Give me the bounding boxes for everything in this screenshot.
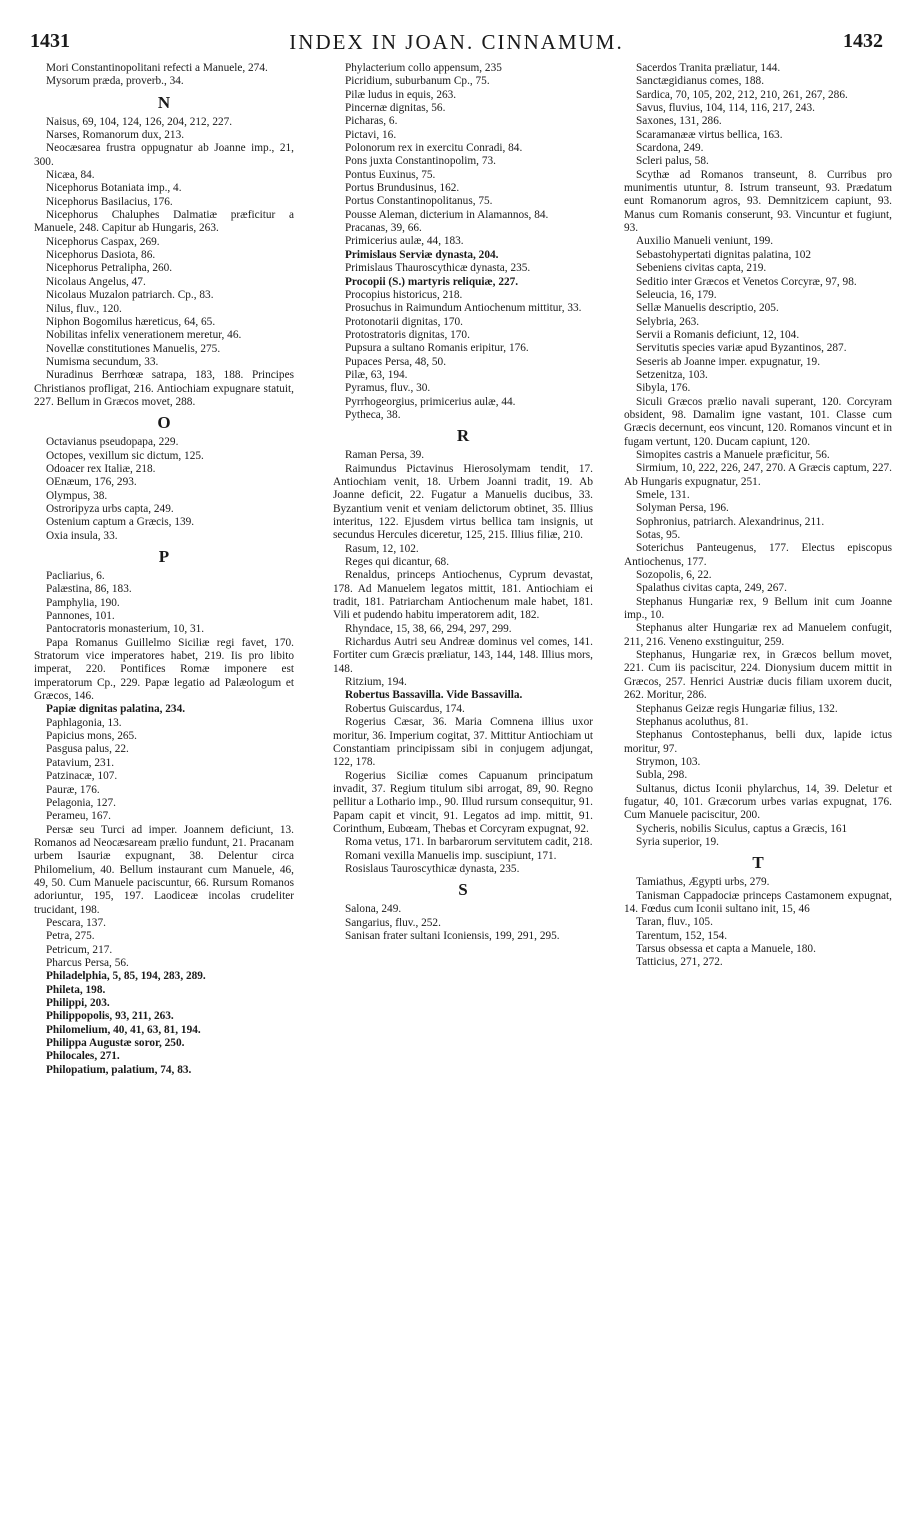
- index-entry: Procopii (S.) martyris reliquiæ, 227.: [345, 275, 519, 288]
- index-entry: Renaldus, princeps Antiochenus, Cyprum devastat, 178. Ad Manuelem legatos mittit, 181. Antiochiam ei tradit, 181. Patriarcham Antiochenum male habet, 181. Vili et pudendo habitu imperatorem adit, 182.: [333, 569, 593, 622]
- index-entry: Auxilio Manueli veniunt, 199.: [636, 235, 774, 248]
- index-entry: Philippa Augustæ soror, 250.: [46, 1037, 185, 1050]
- index-entry: Pons juxta Constantinopolim, 73.: [345, 155, 496, 168]
- index-entry: Robertus Bassavilla. Vide Bassavilla.: [345, 689, 523, 702]
- index-entry: Numisma secundum, 33.: [46, 355, 159, 368]
- index-column-2: [333, 62, 593, 943]
- index-entry: Sardica, 70, 105, 202, 212, 210, 261, 267, 286.: [636, 88, 848, 101]
- index-entry: Rasum, 12, 102.: [345, 542, 419, 555]
- section-letter: N: [157, 92, 171, 112]
- page-header: [30, 30, 883, 60]
- section-letter: S: [458, 880, 468, 900]
- index-entry: Pilæ, 63, 194.: [345, 368, 408, 381]
- index-entry: Romani vexilla Manuelis imp. suscipiunt, 171.: [345, 849, 557, 862]
- section-letter: T: [752, 853, 764, 873]
- index-entry: Philippi, 203.: [46, 997, 110, 1009]
- index-entry: Nicephorus Caspax, 269.: [46, 235, 160, 248]
- index-entry: Picharas, 6.: [345, 115, 398, 128]
- index-entry: Olympus, 38.: [46, 489, 108, 502]
- index-entry: Siculi Græcos prælio navali superant, 120. Corcyram obsident, 98. Damalim igne vastant, 101. Classe cum Græcis decernunt, eos vincunt, 120. Romanos vincunt et in fugam vertunt, 120. Ducam capiunt, 120.: [624, 395, 892, 448]
- index-entry: Servii a Romanis deficiunt, 12, 104.: [636, 328, 800, 341]
- index-entry: Portus Brundusinus, 162.: [345, 182, 460, 195]
- index-entry: Philocales, 271.: [46, 1050, 120, 1063]
- index-entry: Phileta, 198.: [46, 983, 106, 996]
- index-entry: Nuradinus Berrhœæ satrapa, 183, 188. Principes Christianos profligat, 216. Antiochiam expugnare statuit, 227. Bellum in Græcos movet, 288.: [34, 369, 294, 408]
- index-entry: Sycheris, nobilis Siculus, captus a Græcis, 161: [636, 822, 848, 835]
- index-entry: Nilus, fluv., 120.: [46, 302, 122, 315]
- index-entry: Primicerius aulæ, 44, 183.: [345, 235, 464, 248]
- index-entry: Novellæ constitutiones Manuelis, 275.: [46, 342, 221, 355]
- index-entry: Sacerdos Tranita præliatur, 144.: [636, 62, 781, 74]
- index-entry: Pescara, 137.: [46, 916, 106, 929]
- section-letter: R: [456, 426, 470, 446]
- index-entry: Pupaces Persa, 48, 50.: [345, 355, 447, 368]
- index-entry: Rogerius Cæsar, 36. Maria Comnena illius uxor moritur, 36. Imperium cogitat, 37. Mittitur Antiochiam ut Constantiam principissam sibi in conjugem adjungat, 122, 178.: [333, 716, 593, 769]
- index-entry: Petra, 275.: [46, 930, 95, 943]
- index-entry: Papicius mons, 265.: [46, 730, 138, 743]
- index-entry: Rogerius Siciliæ comes Capuanum principatum invadit, 37. Regium titulum sibi arrogat, 89, 90. Regno pellitur a Lothario imp., 90. Illud rursum consequitur, 91. Papam capit et vincit, 91. Legatos ad imp. mittit, 91. Corinthum, Eubœam, Thebas et Corcyram expugnat, 92.: [333, 769, 593, 835]
- index-entry: Tatticius, 271, 272.: [636, 956, 723, 969]
- index-entry: Rosislaus Tauroscythicæ dynasta, 235.: [345, 862, 520, 875]
- index-entry: Stephanus, Hungariæ rex, in Græcos bellum movet, 221. Cum iis paciscitur, 224. Dionysium ducem mittit in Græcos, 257. Henrici Austriæ ducis filiam uxorem ducit, 262. Moritur, 286.: [624, 649, 892, 702]
- index-entry: Pyramus, fluv., 30.: [345, 382, 431, 395]
- index-entry: Taran, fluv., 105.: [636, 916, 713, 929]
- index-entry: Pauræ, 176.: [46, 783, 100, 796]
- index-entry: Pacliarius, 6.: [46, 570, 105, 582]
- index-entry: Polonorum rex in exercitu Conradi, 84.: [345, 142, 523, 155]
- index-entry: Stephanus Geizæ regis Hungariæ filius, 132.: [636, 702, 838, 715]
- index-entry: Sotas, 95.: [636, 529, 681, 542]
- index-entry: Simopites castris a Manuele præficitur, 56.: [636, 448, 830, 461]
- index-entry: Scythæ ad Romanos transeunt, 8. Curribus pro munimentis utuntur, 8. Istrum transeunt, 93. Prædatum eunt Romanorum agros, 93. Demnitzicem capiunt, 93. Manus cum Romanis conserunt, 93. Vincuntur et fugiunt, 93.: [624, 168, 892, 235]
- index-entry: Pyrrhogeorgius, primicerius aulæ, 44.: [345, 395, 516, 408]
- index-entry: Sibyla, 176.: [636, 382, 691, 395]
- index-entry: Ritzium, 194.: [345, 676, 407, 689]
- index-entry: Soterichus Panteugenus, 177. Electus episcopus Antiochenus, 177.: [624, 542, 892, 568]
- index-entry: Primislaus Serviæ dynasta, 204.: [345, 248, 499, 261]
- index-entry: Pytheca, 38.: [345, 408, 401, 421]
- index-entry: Picridium, suburbanum Cp., 75.: [345, 75, 490, 88]
- index-entry: Servitutis species variæ apud Byzantinos, 287.: [636, 342, 847, 355]
- index-entry: Nicolaus Muzalon patriarch. Cp., 83.: [46, 289, 214, 302]
- index-entry: Stephanus acoluthus, 81.: [636, 715, 749, 728]
- index-entry: Nicephorus Chaluphes Dalmatiæ præficitur a Manuele, 248. Capitur ab Hungaris, 263.: [34, 209, 294, 235]
- index-entry: Patavium, 231.: [46, 756, 115, 769]
- index-entry: Pousse Aleman, dicterium in Alamannos, 84.: [345, 208, 549, 221]
- index-entry: Perameu, 167.: [46, 810, 111, 823]
- index-entry: Philippopolis, 93, 211, 263.: [46, 1010, 174, 1023]
- index-entry: Sophronius, patriarch. Alexandrinus, 211.: [636, 515, 825, 528]
- index-entry: Tarsus obsessa et capta a Manuele, 180.: [636, 943, 816, 955]
- index-entry: Tanisman Cappadociæ princeps Castamonem expugnat, 14. Fœdus cum Iconii sultano init, 15, 46: [624, 889, 892, 915]
- running-title: INDEX IN JOAN. CINNAMUM.: [289, 30, 624, 54]
- index-entry: Nicephorus Basilacius, 176.: [46, 195, 173, 208]
- index-entry: Sangarius, fluv., 252.: [345, 916, 441, 929]
- index-entry: Scleri palus, 58.: [636, 155, 709, 168]
- index-entry: Procopius historicus, 218.: [345, 288, 463, 301]
- index-entry: Portus Constantinopolitanus, 75.: [345, 195, 493, 208]
- index-entry: Pincernæ dignitas, 56.: [345, 102, 446, 115]
- index-entry: Pantocratoris monasterium, 10, 31.: [46, 623, 205, 636]
- index-entry: Oxia insula, 33.: [46, 529, 118, 542]
- index-entry: Philomelium, 40, 41, 63, 81, 194.: [46, 1023, 201, 1036]
- index-entry: Sirmium, 10, 222, 226, 247, 270. A Græcis captum, 227. Ab Hungaris expugnatur, 251.: [624, 462, 892, 488]
- index-entry: Philadelphia, 5, 85, 194, 283, 289.: [46, 970, 206, 983]
- index-entry: Solyman Persa, 196.: [636, 502, 729, 515]
- index-entry: OEnæum, 176, 293.: [46, 476, 137, 489]
- index-entry: Pasgusa palus, 22.: [46, 743, 129, 756]
- index-entry: Tarentum, 152, 154.: [636, 929, 728, 942]
- index-column-3: [624, 62, 892, 970]
- index-entry: Raman Persa, 39.: [345, 449, 425, 462]
- index-entry: Scaramanææ virtus bellica, 163.: [636, 128, 783, 141]
- index-entry: Savus, fluvius, 104, 114, 116, 217, 243.: [636, 102, 815, 115]
- index-entry: Setzenitza, 103.: [636, 368, 708, 381]
- index-entry: Nicephorus Petraliphа, 260.: [46, 262, 173, 275]
- index-entry: Sellæ Manuelis descriptio, 205.: [636, 302, 779, 315]
- index-entry: Smele, 131.: [636, 489, 690, 501]
- index-entry: Patzinacæ, 107.: [46, 770, 118, 783]
- index-entry: Sanctægidianus comes, 188.: [636, 75, 765, 88]
- index-entry: Pontus Euxinus, 75.: [345, 168, 436, 181]
- index-entry: Pamphylia, 190.: [46, 596, 120, 609]
- index-entry: Paphlagonia, 13.: [46, 716, 122, 729]
- index-entry: Subla, 298.: [636, 769, 688, 782]
- page-number-left: 1431: [30, 30, 70, 52]
- index-entry: Pilæ ludus in equis, 263.: [345, 88, 457, 101]
- index-entry: Pupsura a sultano Romanis eripitur, 176.: [345, 342, 529, 355]
- index-entry: Syria superior, 19.: [636, 835, 720, 848]
- index-entry: Stephanus Hungariæ rex, 9 Bellum init cum Joanne imp., 10.: [624, 595, 892, 622]
- index-entry: Ostroripyza urbs capta, 249.: [46, 502, 174, 515]
- index-entry: Naisus, 69, 104, 124, 126, 204, 212, 227.: [46, 115, 233, 128]
- index-entry: Protostratoris dignitas, 170.: [345, 328, 470, 341]
- index-entry: Spalathus civitas capta, 249, 267.: [636, 582, 787, 595]
- index-entry: Scardona, 249.: [636, 142, 704, 155]
- index-entry: Seseris ab Joanne imper. expugnatur, 19.: [636, 355, 821, 368]
- index-entry: Selybria, 263.: [636, 315, 700, 328]
- index-entry: Prosuchus in Raimundum Antiochenum mittitur, 33.: [345, 302, 582, 315]
- index-entry: Reges qui dicantur, 68.: [345, 556, 450, 569]
- index-entry: Seditio inter Græcos et Venetos Corcyræ, 97, 98.: [636, 275, 857, 288]
- index-entry: Ostenium captum a Græcis, 139.: [46, 516, 195, 529]
- index-entry: Pictavi, 16.: [345, 128, 397, 141]
- index-entry: Rhyndace, 15, 38, 66, 294, 297, 299.: [345, 622, 512, 635]
- index-entry: Primislaus Thauroscythicæ dynasta, 235.: [345, 262, 531, 275]
- index-entry: Stephanus alter Hungariæ rex ad Manuelem confugit, 211, 216. Veneno exstinguitur, 259.: [624, 622, 892, 648]
- index-entry: Pannones, 101.: [46, 610, 115, 623]
- index-entry: Strymon, 103.: [636, 755, 701, 768]
- index-entry: Saxones, 131, 286.: [636, 115, 722, 128]
- index-entry: Seleucia, 16, 179.: [636, 288, 717, 301]
- index-entry: Stephanus Contostephanus, belli dux, lapide ictus moritur, 97.: [624, 729, 892, 755]
- index-entry: Nicæa, 84.: [46, 169, 95, 182]
- index-entry: Sozopolis, 6, 22.: [636, 569, 712, 582]
- index-entry: Phylacterium collo appensum, 235: [345, 62, 502, 74]
- index-entry: Mysorum præda, proverb., 34.: [46, 75, 184, 88]
- index-entry: Persæ seu Turci ad imper. Joannem deficiunt, 13. Romanos ad Neocæsaream prælio fundunt, 21. Pracanam urbem Isauriæ expugnant, 38. Delentur circa Philomelium, 40. Bellum instaurant cum Manuele, 46, 49, 50. Cum Manuele paciscuntur, 66. Rursum Romanos adoriuntur, 195, 197. Laodiceæ incolas crudeliter trucidant, 198.: [34, 823, 294, 916]
- index-entry: Nicephorus Botaniata imp., 4.: [46, 182, 182, 195]
- index-entry: Sebastohypertati dignitas palatina, 102: [636, 248, 812, 261]
- index-entry: Papiæ dignitas palatina, 234.: [46, 703, 186, 716]
- index-entry: Petricum, 217.: [46, 943, 113, 956]
- index-entry: Nobilitas infelix venerationem meretur, 46.: [46, 329, 242, 342]
- index-entry: Robertus Guiscardus, 174.: [345, 702, 465, 715]
- index-entry: Octopes, vexillum sic dictum, 125.: [46, 449, 204, 462]
- index-entry: Octavianus pseudopapa, 229.: [46, 436, 179, 449]
- section-letter: O: [157, 413, 171, 433]
- index-entry: Raimundus Pictavinus Hierosolymam tendit, 17. Antiochiam venit, 18. Urbem Joanni tradit, 19. Ab Joanne deficit, 22. Fugatur a Manuelis ducibus, 33. Byzantium venit et veniam delictorum obtinet, 35. Illius interitus, 122. Ejusdem virtus bellica tam insignis, ut secundus Hercules diceretur, 125, 215. Illius filiæ, 210.: [333, 462, 593, 542]
- index-entry: Sultanus, dictus Iconii phylarchus, 14, 39. Deletur et fugatur, 40, 101. Græcorum urbes varias expugnat, 176. Cum Manuele paciscitur, 200.: [624, 782, 892, 822]
- index-entry: Narses, Romanorum dux, 213.: [46, 129, 185, 142]
- index-entry: Nicephorus Dasiota, 86.: [46, 249, 156, 262]
- index-entry: Pelagonia, 127.: [46, 796, 116, 809]
- index-entry: Protonotarii dignitas, 170.: [345, 315, 463, 328]
- index-entry: Sanisan frater sultani Iconiensis, 199, 291, 295.: [345, 929, 560, 942]
- index-entry: Odoacer rex Italiæ, 218.: [46, 462, 156, 475]
- section-letter: P: [158, 547, 170, 566]
- index-entry: Richardus Autri seu Andreæ dominus vel comes, 141. Fortiter cum Græcis præliatur, 143, 144, 148. Illius mors, 148.: [333, 636, 593, 675]
- index-entry: Nicolaus Angelus, 47.: [46, 275, 146, 288]
- index-entry: Roma vetus, 171. In barbarorum servitutem cadit, 218.: [345, 836, 593, 849]
- page-number-right: 1432: [843, 30, 883, 52]
- index-entry: Salona, 249.: [345, 903, 402, 916]
- index-entry: Tamiathus, Ægypti urbs, 279.: [636, 876, 770, 889]
- index-entry: Neocæsarea frustra oppugnatur ab Joanne imp., 21, 300.: [34, 142, 294, 168]
- index-column-1: [34, 62, 294, 1077]
- index-entry: Palæstina, 86, 183.: [46, 583, 132, 596]
- index-entry: Sebeniens civitas capta, 219.: [636, 262, 767, 275]
- index-entry: Pharcus Persa, 56.: [46, 956, 129, 969]
- index-entry: Papa Romanus Guillelmo Siciliæ regi favet, 170. Stratorum vice imperatores habet, 219. Iis pro libito imperat, 220. Pontifices Romæ imponere est imperatorum Cp., 229. Papæ legatio ad Palæologum et Græcos, 146.: [34, 636, 294, 703]
- index-entry: Mori Constantinopolitani refecti a Manuele, 274.: [46, 62, 268, 74]
- index-entry: Philopatium, palatium, 74, 83.: [46, 1063, 192, 1076]
- index-entry: Pracanas, 39, 66.: [345, 222, 422, 235]
- index-entry: Niphon Bogomilus hæreticus, 64, 65.: [46, 315, 216, 328]
